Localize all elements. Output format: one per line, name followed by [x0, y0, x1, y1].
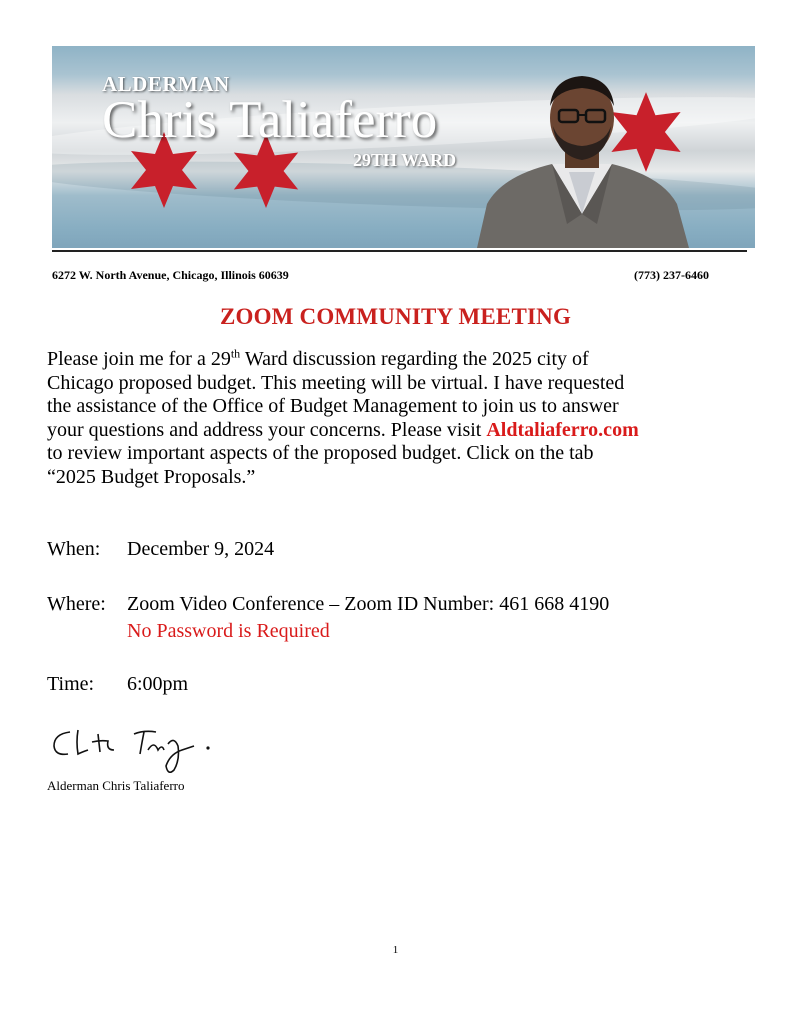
when-row	[47, 538, 275, 561]
invitation-paragraph	[47, 348, 757, 489]
paragraph-line: Chicago proposed budget. This meeting will be virtual. I have requested	[47, 371, 625, 394]
signature-name: Alderman Chris Taliaferro	[47, 778, 185, 793]
paragraph-text: Please join me for a 29	[47, 348, 231, 370]
header-banner	[52, 46, 755, 248]
when-label: When:	[47, 538, 101, 560]
time-row	[47, 673, 189, 696]
where-value: Zoom Video Conference – Zoom ID Number: 461 668 4190	[127, 593, 610, 615]
banner-ward-label: 29TH WARD	[353, 150, 457, 170]
password-note: No Password is Required	[127, 620, 330, 642]
meeting-headline: ZOOM COMMUNITY MEETING	[219, 304, 572, 329]
header-divider	[52, 250, 747, 252]
page-number: 1	[392, 944, 399, 956]
time-value: 6:00pm	[127, 673, 189, 695]
paragraph-line: to review important aspects of the proposed budget. Click on the tab	[47, 442, 594, 464]
where-row	[47, 593, 610, 616]
ordinal-suffix: th	[230, 346, 241, 361]
handwritten-signature	[48, 720, 218, 776]
paragraph-text: Ward discussion regarding the 2025 city of	[240, 348, 589, 370]
paragraph-line	[47, 419, 757, 443]
where-label: Where:	[47, 593, 106, 615]
when-value: December 9, 2024	[127, 538, 275, 560]
time-label: Time:	[47, 673, 95, 695]
paragraph-line: “2025 Budget Proposals.”	[47, 465, 256, 488]
banner-alderman-label: ALDERMAN	[102, 72, 230, 96]
paragraph-line: the assistance of the Office of Budget Management to join us to answer	[47, 395, 619, 417]
alderman-portrait	[457, 64, 707, 248]
paragraph-line	[47, 348, 757, 372]
website-link[interactable]: Aldtaliaferro.com	[486, 418, 639, 441]
office-phone: (773) 237-6460	[634, 268, 709, 282]
banner-name: Chris Taliaferro	[102, 91, 438, 149]
paragraph-text: your questions and address your concerns. Please visit	[47, 418, 487, 441]
office-address: 6272 W. North Avenue, Chicago, Illinois 60639	[52, 268, 289, 282]
